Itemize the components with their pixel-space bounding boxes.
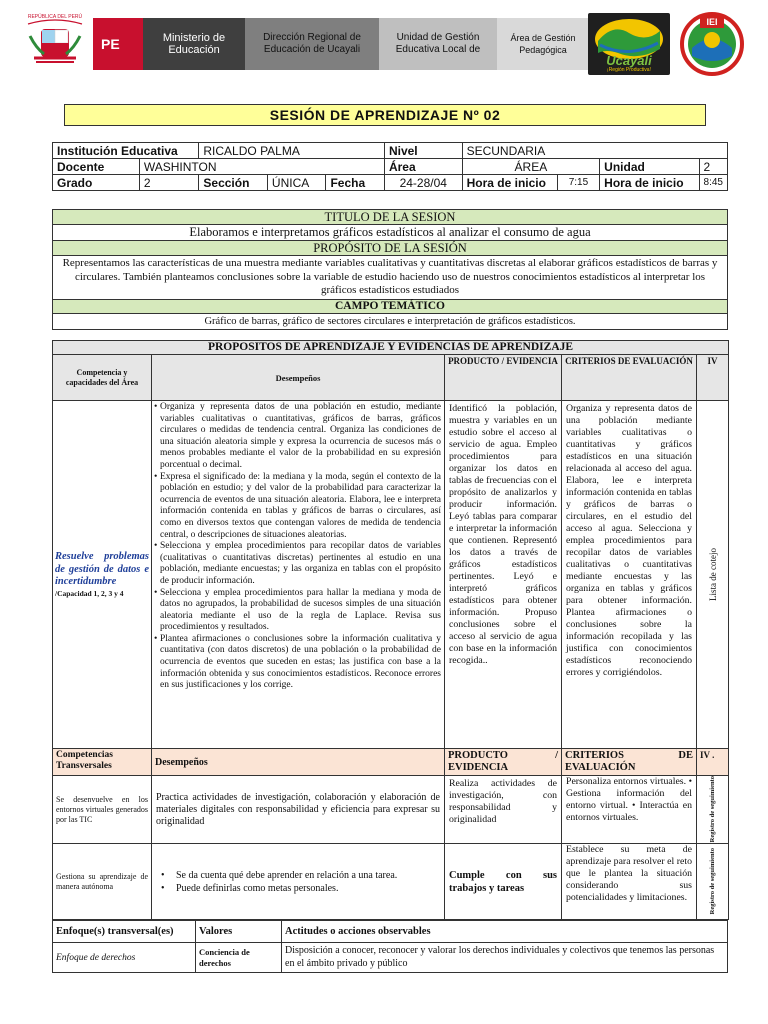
unidad-label: Unidad (600, 159, 699, 175)
col-competencias-transversales: Competencias Transversales (53, 749, 152, 776)
propositos-header: PROPOSITOS DE APRENDIZAJE Y EVIDENCIAS DE APRENDIZAJE (53, 341, 729, 355)
fecha-value: 24-28/04 (384, 175, 462, 191)
desempeno-item: • Expresa el significado de: la mediana y la moda, según el contexto de la población en estudio; y del valor de la probabilidad para caracterizar la ocurrencia de eventos de una situación aleatoria. Elabora, lee e interpreta información contenida en tablas y gráficos de barras o circulares, así como en diversos textos que contengan valores de medida de tendencia central, o descripciones de situaciones aleatorias. (155, 472, 441, 542)
info-table (52, 142, 728, 191)
transversal-instrumento-1-cell (697, 776, 729, 844)
col-valores: Valores (196, 921, 282, 943)
hora-inicio-value: 7:15 (557, 175, 600, 191)
ugel-label: Unidad de Gestión Educativa Local de (395, 32, 481, 55)
unidad-value: 2 (699, 159, 727, 175)
col-criterios-transversales: CRITERIOS DE EVALUACIÓN (562, 749, 697, 776)
seccion-label: Sección (199, 175, 268, 191)
ucayali-logo-text: Ucayali (606, 53, 652, 68)
school-logo-text: IEI (700, 16, 724, 28)
proposito-label: PROPÓSITO DE LA SESIÓN (53, 241, 728, 256)
col-desempenos: Desempeños (152, 355, 445, 401)
ugel-box (379, 18, 497, 70)
direccion-box (245, 18, 379, 70)
hora-inicio-2-value: 8:45 (699, 175, 727, 191)
fecha-label: Fecha (326, 175, 384, 191)
pe-label: PE (101, 36, 120, 52)
titulo-value: Elaboramos e interpretamos gráficos estadísticos al analizar el consumo de agua (53, 225, 728, 241)
actitud-value: Disposición a conocer, reconocer y valorar los derechos individuales y colectivos que tenemos las personas en el ámbito privado y público (282, 943, 728, 973)
ucayali-logo-sub: ¡Región Productiva! (607, 67, 651, 73)
criterios-cell: Organiza y representa datos de una población mediante variables cualitativas o cuantitativas y gráficos estadísticos en una situación relacionada al acceso del agua. Elabora, lee e interpreta información contenida en tablas y gráficos de barras o circulares, en el estudio del acceso al agua. Selecciona y emplea procedimientos para recopilar datos de variables cualitativas o cuantitativas mediante encuestas y las organiza en tablas y gráficos para obtener información. Plantea afirmaciones o conclusiones sobre la información recopilada y las justifica con conocimientos estadísticos reconociendo errores y corrigiéndolos. (562, 401, 697, 749)
enfoque-table (52, 920, 728, 973)
desempenos-cell (152, 401, 445, 749)
competencia-name: Resuelve problemas de gestión de datos e incertidumbre (55, 551, 149, 588)
session-table (52, 209, 728, 330)
transversal-desempeno-2 (152, 844, 445, 920)
col-iv: IV (697, 355, 729, 401)
desempenos-list (155, 402, 441, 692)
page-title (64, 104, 706, 126)
desempeno-item: • Selecciona y emplea procedimientos para hallar la mediana y moda de datos no agrupados, la probabilidad de sucesos simples de una situación aleatoria mediante el uso de la regla de Laplace. Revisa sus procedimientos y resultados. (155, 588, 441, 634)
nivel-value: SECUNDARIA (462, 143, 727, 159)
institucion-value: RICALDO PALMA (199, 143, 385, 159)
competencia-cell (53, 401, 152, 749)
peru-logo-text: REPÚBLICA DEL PERÚ (27, 14, 83, 20)
docente-label: Docente (53, 159, 140, 175)
ucayali-logo (588, 13, 670, 75)
col-iv-transversales: IV . (697, 749, 729, 776)
grado-value: 2 (139, 175, 199, 191)
transversal-criterios-2: Establece su meta de aprendizaje para resolver el reto que le plantea la situación considerando sus potencialidades y limitaciones. (562, 844, 697, 920)
campo-value: Gráfico de barras, gráfico de sectores circulares e interpretación de gráficos estadísticos. (53, 313, 728, 329)
transversal-instrumento-2: Registro de seguimiento (709, 848, 716, 915)
area-gestion-label: Área de Gestión Pedagógica (510, 33, 576, 55)
col-actitudes: Actitudes o acciones observables (282, 921, 728, 943)
capacidad-label: /Capacidad 1, 2, 3 y 4 (55, 588, 124, 598)
col-producto: PRODUCTO / EVIDENCIA (445, 355, 562, 401)
area-gestion-box (497, 18, 589, 70)
col-enfoque: Enfoque(s) transversal(es) (53, 921, 196, 943)
peru-coat-of-arms-logo (22, 14, 88, 70)
transversal-competencia-1: Se desenvuelve en los entornos virtuales generados por las TIC (53, 776, 152, 844)
pe-badge (93, 18, 143, 70)
col-competencia: Competencia y capacidades del Área (53, 355, 152, 401)
transversal-desempeno-item: • Puede definirlas como metas personales. (162, 882, 441, 895)
page-title-text: SESIÓN DE APRENDIZAJE Nº 02 (269, 107, 501, 123)
col-criterios: CRITERIOS DE EVALUACIÓN (562, 355, 697, 401)
transversal-instrumento-2-cell (697, 844, 729, 920)
instrumento-cell (697, 401, 729, 749)
transversal-competencia-2: Gestiona su aprendizaje de manera autónoma (53, 844, 152, 920)
titulo-label: TITULO DE LA SESION (53, 210, 728, 225)
proposito-value: Representamos las características de una muestra mediante variables cualitativas y cuantitativas discretas al elaborar gráficos estadísticos de barras y circulares. También planteamos conclusiones sobre la variable de estudio haciendo uso de nuestros conocimientos estadísticos al interpretar los gráficos estadísticos estudiados (53, 256, 728, 300)
grado-label: Grado (53, 175, 140, 191)
ministerio-box (143, 18, 245, 70)
hora-inicio-label: Hora de inicio (462, 175, 557, 191)
seccion-value: ÚNICA (267, 175, 326, 191)
transversal-desempeno-item: • Se da cuenta qué debe aprender en relación a una tarea. (162, 869, 441, 882)
hora-inicio-2-label: Hora de inicio (600, 175, 699, 191)
transversal-producto-1: Realiza actividades de investigación, con responsabilidad y originalidad (445, 776, 562, 844)
desempeno-item: • Selecciona y emplea procedimientos para recopilar datos de variables (cualitativas o cuantitativas discretas) pertinentes al estudio en una población, mediante encuestas; y las organiza en tablas con el propósito de producir información. (155, 541, 441, 587)
col-producto-transversales: PRODUCTO / EVIDENCIA (445, 749, 562, 776)
transversal-desempeno-1: Practica actividades de investigación, colaboración y elaboración de materiales digitales con responsabilidad y eficiencia para expresar su originalidad (152, 776, 445, 844)
transversal-desempeno-2-list (162, 869, 441, 895)
transversal-producto-2: Cumple con sus trabajos y tareas (445, 844, 562, 920)
area-label: Área (384, 159, 462, 175)
area-value: ÁREA (462, 159, 600, 175)
desempeno-item: • Plantea afirmaciones o conclusiones sobre la información cualitativa y cuantitativa (con datos discretos) de una población o la probabilidad de ocurrencia de eventos que suceden en estas; las justifica con base a la información obtenida y sus conocimientos estadísticos. Reconoce errores en sus justificaciones y los corrige. (155, 634, 441, 692)
nivel-label: Nivel (384, 143, 462, 159)
ministerio-label: Ministerio de Educación (162, 32, 226, 56)
campo-label: CAMPO TEMÁTICO (53, 299, 728, 313)
desempeno-item: • Organiza y representa datos de una población en estudio, mediante variables cualitativas o cuantitativas, gráficos de barras, gráficos circulares o medidas de tendencia central. Organiza las condiciones de una situación aleatoria simple y expresa la ocurrencia de sucesos más o menos probables mediante el valor de la probabilidad en su expresión porcentual o decimal. (155, 402, 441, 472)
transversal-criterios-1: Personaliza entornos virtuales. • Gestiona información del entorno virtual. • Interactúa en entornos virtuales. (562, 776, 697, 844)
instrumento-label: Lista de cotejo (707, 548, 718, 601)
direccion-label: Dirección Regional de Educación de Ucayali (263, 32, 361, 55)
transversal-instrumento-1: Registro de seguimiento (709, 776, 716, 843)
enfoque-value: Enfoque de derechos (53, 943, 196, 973)
valor-value: Conciencia de derechos (196, 943, 282, 973)
docente-value: WASHINTON (139, 159, 384, 175)
institucion-label: Institución Educativa (53, 143, 199, 159)
col-desempenos-transversales: Desempeños (152, 749, 445, 776)
propositos-table (52, 340, 729, 920)
school-crest-logo (678, 10, 746, 76)
producto-cell: Identificó la población, muestra y variables en un estudio sobre el acceso al servicio de agua. Empleo procedimientos para organizar los datos en tablas de frecuencias con el propósito de analizarlos y producir información. Leyó tablas para comparar e interpretar la información que contienen. Representó los datos a través de gráficos estadísticos pertinentes. Leyó e interpretó gráficos estadísticos para obtener información. Propuso conclusiones sobre el acceso al servicio de agua con base en la información recogida.. (445, 401, 562, 749)
